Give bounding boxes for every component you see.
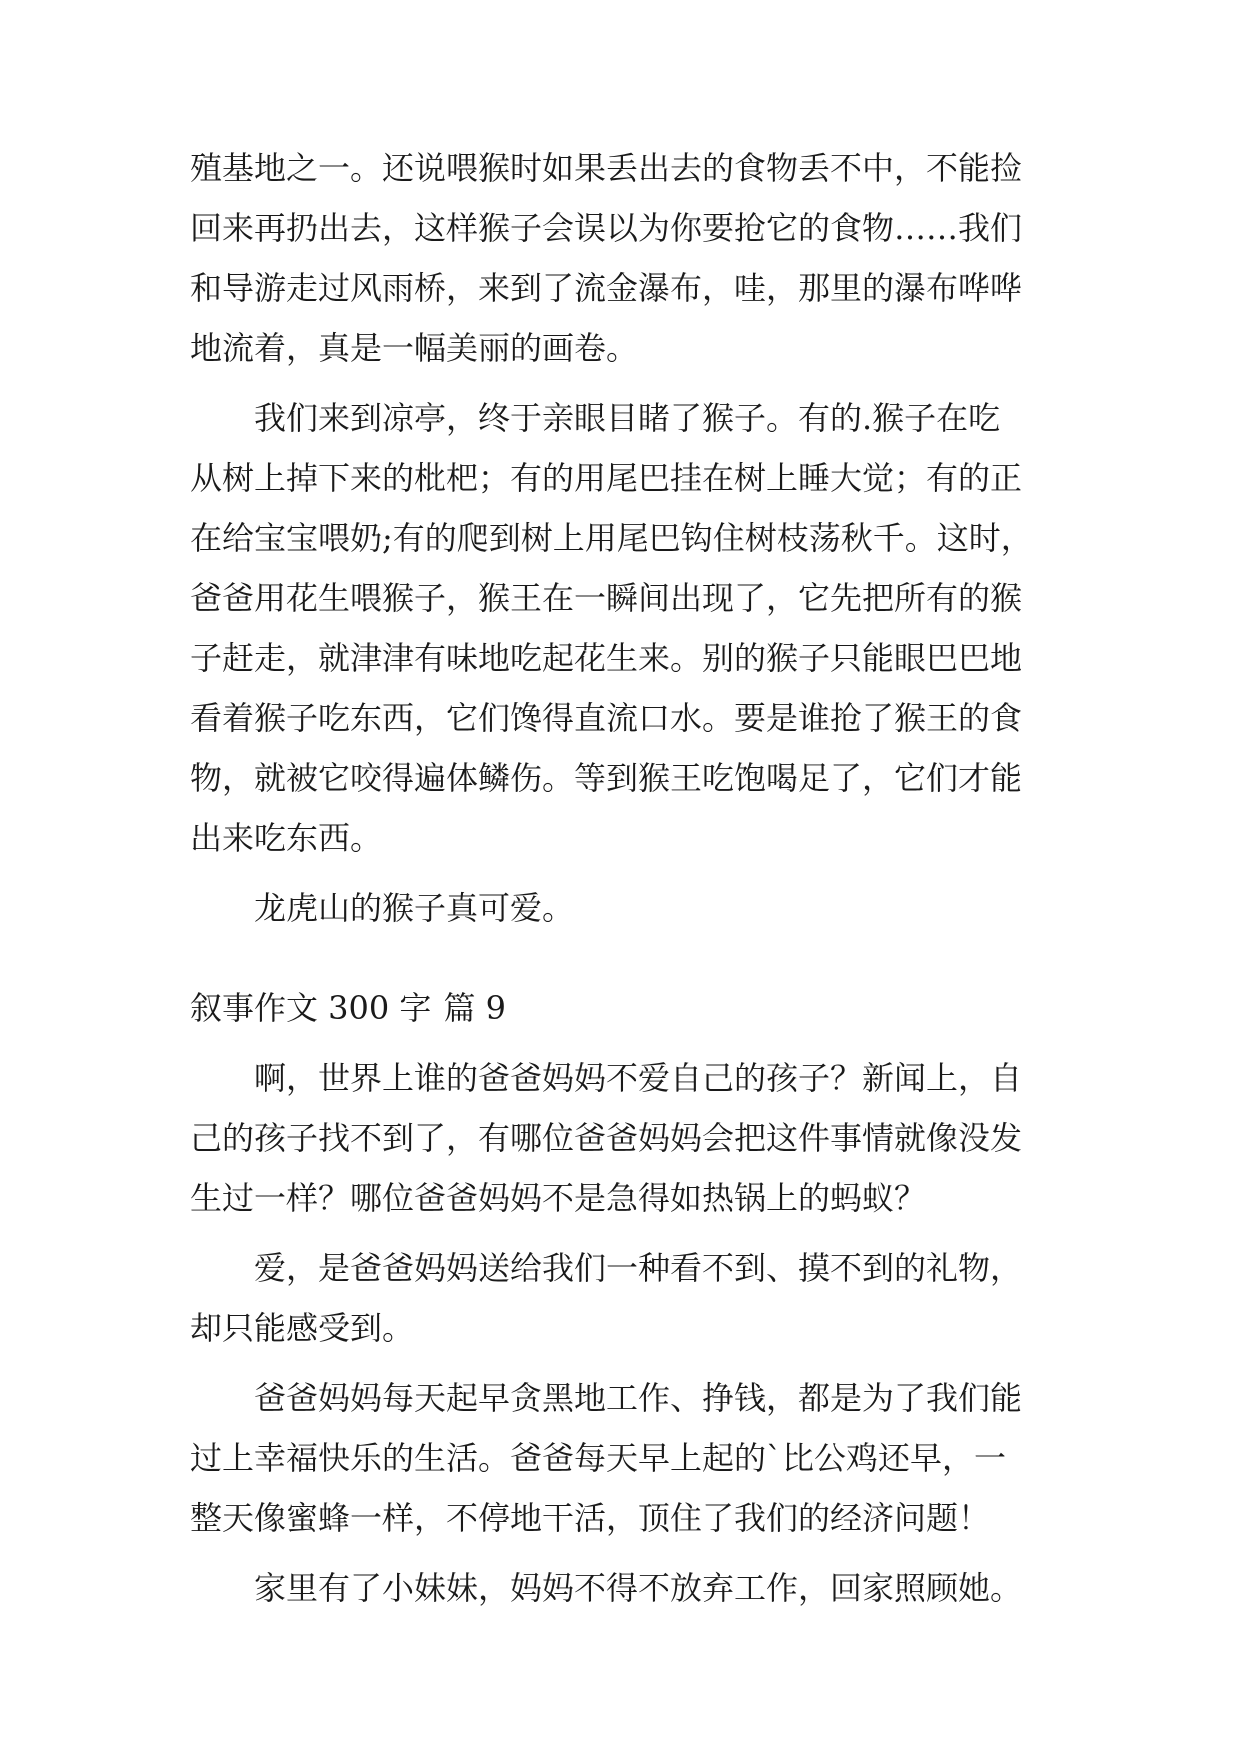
section-heading-number: 篇 9 (443, 989, 506, 1027)
paragraph-line: 从树上掉下来的枇杷；有的用尾巴挂在树上睡大觉；有的正 (190, 459, 1023, 497)
paragraph-line: 我们来到凉亭，终于亲眼目睹了猴子。有的.猴子在吃 (254, 399, 1001, 437)
paragraph-line: 子赶走，就津津有味地吃起花生来。别的猴子只能眼巴巴地 (190, 639, 1023, 677)
paragraph-line: 看着猴子吃东西，它们馋得直流口水。要是谁抢了猴王的食 (190, 699, 1023, 737)
paragraph-line: 啊，世界上谁的爸爸妈妈不爱自己的孩子？新闻上，自 (254, 1059, 1023, 1097)
paragraph-line: 爸爸妈妈每天起早贪黑地工作、挣钱，都是为了我们能 (254, 1379, 1023, 1417)
paragraph-line: 龙虎山的猴子真可爱。 (254, 889, 575, 927)
paragraph-line: 和导游走过风雨桥，来到了流金瀑布，哇，那里的瀑布哗哗 (190, 269, 1023, 307)
paragraph-line: 在给宝宝喂奶;有的爬到树上用尾巴钩住树枝荡秋千。这时， (190, 519, 1033, 557)
paragraph-line: 整天像蜜蜂一样，不停地干活，顶住了我们的经济问题！ (190, 1499, 991, 1537)
paragraph-line: 却只能感受到。 (190, 1309, 415, 1347)
paragraph-line: 己的孩子找不到了，有哪位爸爸妈妈会把这件事情就像没发 (190, 1119, 1023, 1157)
paragraph-line: 出来吃东西。 (190, 819, 383, 857)
paragraph-line: 殖基地之一。还说喂猴时如果丢出去的食物丢不中，不能捡 (190, 149, 1023, 187)
paragraph-line: 爸爸用花生喂猴子，猴王在一瞬间出现了，它先把所有的猴 (190, 579, 1023, 617)
section-heading (190, 988, 506, 1028)
paragraph-line: 家里有了小妹妹，妈妈不得不放弃工作，回家照顾她。 (254, 1569, 1023, 1607)
section-heading-title: 叙事作文 300 字 (190, 989, 432, 1027)
paragraph-line: 爱，是爸爸妈妈送给我们一种看不到、摸不到的礼物， (254, 1249, 1023, 1287)
paragraph-line: 过上幸福快乐的生活。爸爸每天早上起的`比公鸡还早，一 (190, 1439, 1007, 1477)
paragraph-line: 生过一样？哪位爸爸妈妈不是急得如热锅上的蚂蚁？ (190, 1179, 927, 1217)
paragraph-line: 回来再扔出去，这样猴子会误以为你要抢它的食物……我们 (190, 209, 1023, 247)
paragraph-line: 地流着，真是一幅美丽的画卷。 (190, 329, 639, 367)
paragraph-line: 物，就被它咬得遍体鳞伤。等到猴王吃饱喝足了，它们才能 (190, 759, 1023, 797)
